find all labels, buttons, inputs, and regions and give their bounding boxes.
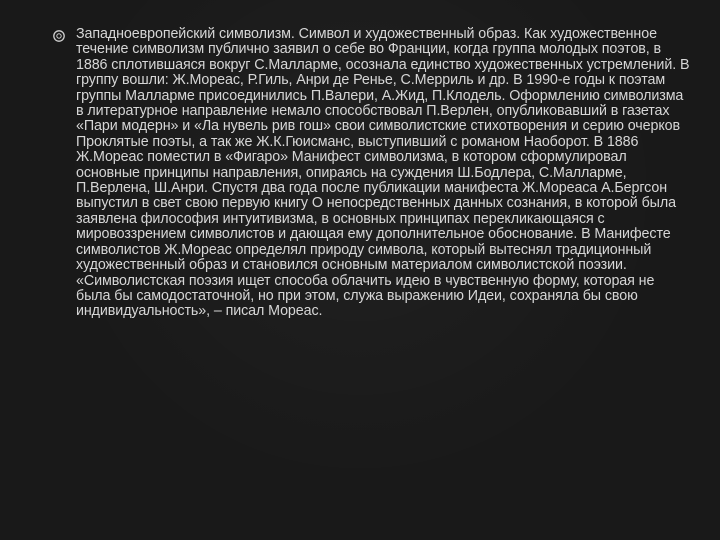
circle-bullet-icon	[52, 29, 76, 43]
bullet-item	[52, 27, 692, 320]
paragraph-text: Западноевропейский символизм. Символ и художественный образ. Как художественное течение символизм публично заявил о себе во Франции, когда группа молодых поэтов, в 1886 сплотившаяся вокруг С.Малларме, осознала единство художественных устремлений. В группу вошли: Ж.Мореас, Р.Гиль, Анри де Ренье, С.Мерриль и др. В 1990-е годы к поэтам группы Малларме присоединились П.Валери, А.Жид, П.Клодель. Оформлению символизма в литературное направление немало способствовал П.Верлен, опубликовавший в газетах «Пари модерн» и «Ла нувель рив гош» свои символистские стихотворения и серию очерков Проклятые поэты, а так же Ж.К.Гюисманс, выступивший с романом Наоборот. В 1886 Ж.Мореас поместил в «Фигаро» Манифест символизма, в котором сформулировал основные принципы направления, опираясь на суждения Ш.Бодлера, С.Малларме, П.Верлена, Ш.Анри. Спустя два года после публикации манифеста Ж.Мореаса А.Бергсон выпустил в свет свою первую книгу О непосредственных данных сознания, в которой была заявлена философия интуитивизма, в основных принципах перекликающаяся с мировоззрением символистов и дающая ему дополнительное обоснование. В Манифесте символистов Ж.Мореас определял природу символа, который вытеснял традиционный художественный образ и становился основным материалом символистской поэзии. «Символистская поэзия ищет способа облачить идею в чувственную форму, которая не была бы самодостаточной, но при этом, служа выражению Идеи, сохраняла бы свою индивидуальность», – писал Мореас.	[76, 26, 690, 320]
slide-content	[52, 27, 692, 320]
